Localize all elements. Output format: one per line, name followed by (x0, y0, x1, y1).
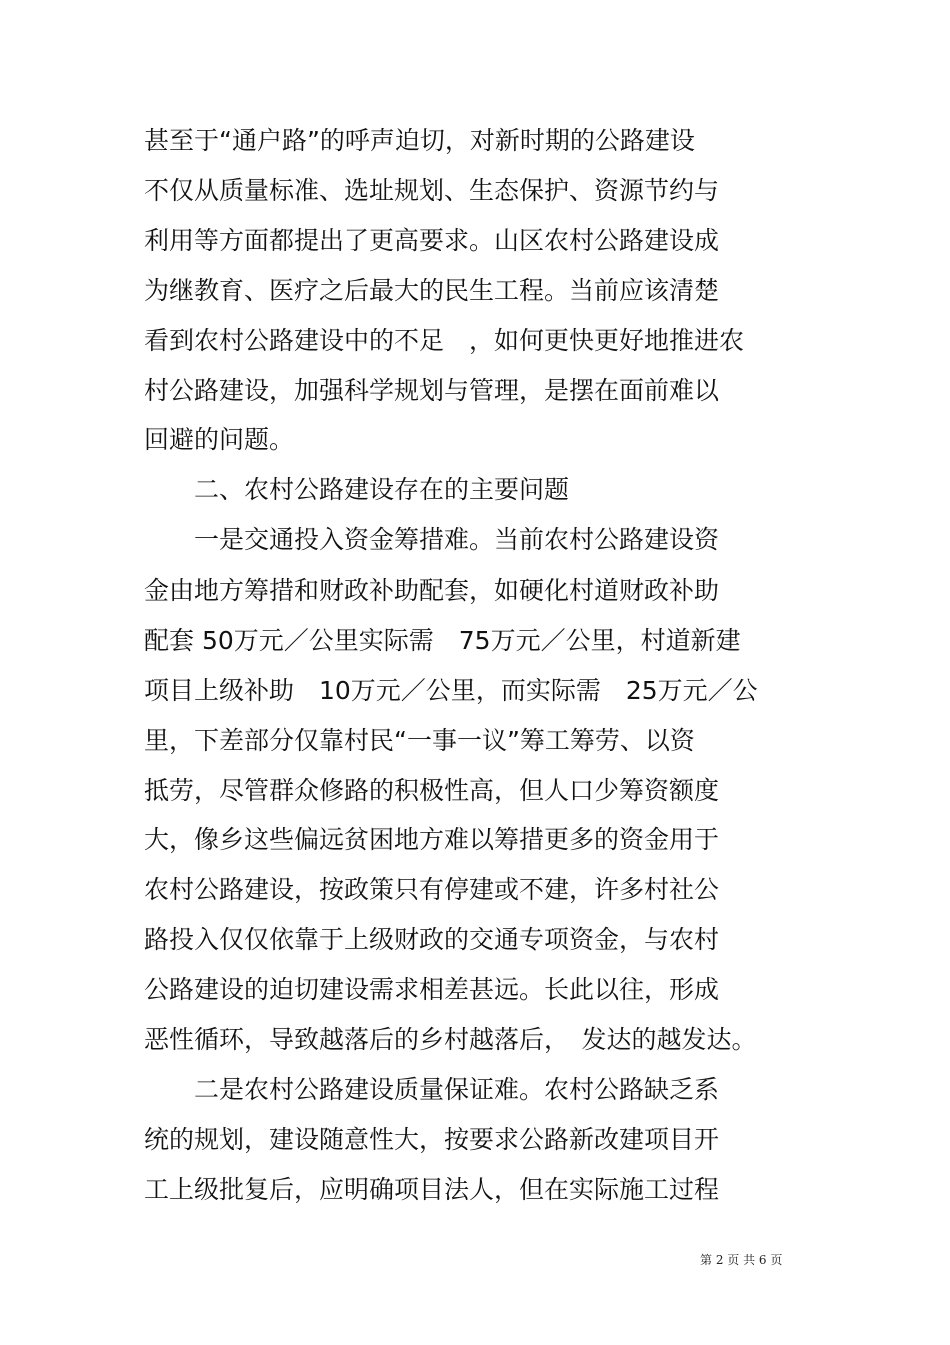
text-line: 抵劳，尽管群众修路的积极性高，但人口少筹资额度 (144, 776, 720, 805)
text-line: 工上级批复后，应明确项目法人，但在实际施工过程 (144, 1175, 720, 1204)
text-line: 统的规划，建设随意性大，按要求公路新改建项目开 (144, 1125, 720, 1154)
text-line: 不仅从质量标准、选址规划、生态保护、资源节约与 (144, 176, 720, 205)
text-line: 里，下差部分仅靠村民“一事一议”筹工筹劳、以资 (144, 726, 695, 755)
text-line: 为继教育、医疗之后最大的民生工程。当前应该清楚 (144, 276, 720, 305)
text-line: 二是农村公路建设质量保证难。农村公路缺乏系 (144, 1075, 720, 1104)
text-line: 一是交通投入资金筹措难。当前农村公路建设资 (144, 525, 720, 554)
text-line: 大，像乡这些偏远贫困地方难以筹措更多的资金用于 (144, 825, 720, 854)
text-line: 甚至于“通户路”的呼声迫切，对新时期的公路建设 (144, 126, 695, 155)
text-line: 路投入仅仅依靠于上级财政的交通专项资金，与农村 (144, 925, 720, 954)
section-heading: 二、农村公路建设存在的主要问题 (144, 475, 570, 504)
page-number-footer: 第 2 页 共 6 页 (700, 1253, 783, 1267)
text-line: 回避的问题。 (144, 425, 295, 454)
text-line: 配套 50万元／公里实际需 75万元／公里，村道新建 (144, 626, 741, 655)
text-line: 项目上级补助 10万元／公里，而实际需 25万元／公 (144, 676, 758, 705)
text-line: 金由地方筹措和财政补助配套，如硬化村道财政补助 (144, 576, 720, 605)
text-line: 利用等方面都提出了更高要求。山区农村公路建设成 (144, 226, 720, 255)
text-line: 村公路建设，加强科学规划与管理，是摆在面前难以 (144, 376, 720, 405)
text-line: 公路建设的迫切建设需求相差甚远。长此以往，形成 (144, 975, 720, 1004)
text-line: 恶性循环，导致越落后的乡村越落后， 发达的越发达。 (144, 1025, 757, 1054)
text-line: 农村公路建设，按政策只有停建或不建，许多村社公 (144, 875, 720, 904)
text-line: 看到农村公路建设中的不足 ，如何更快更好地推进农 (144, 326, 745, 355)
